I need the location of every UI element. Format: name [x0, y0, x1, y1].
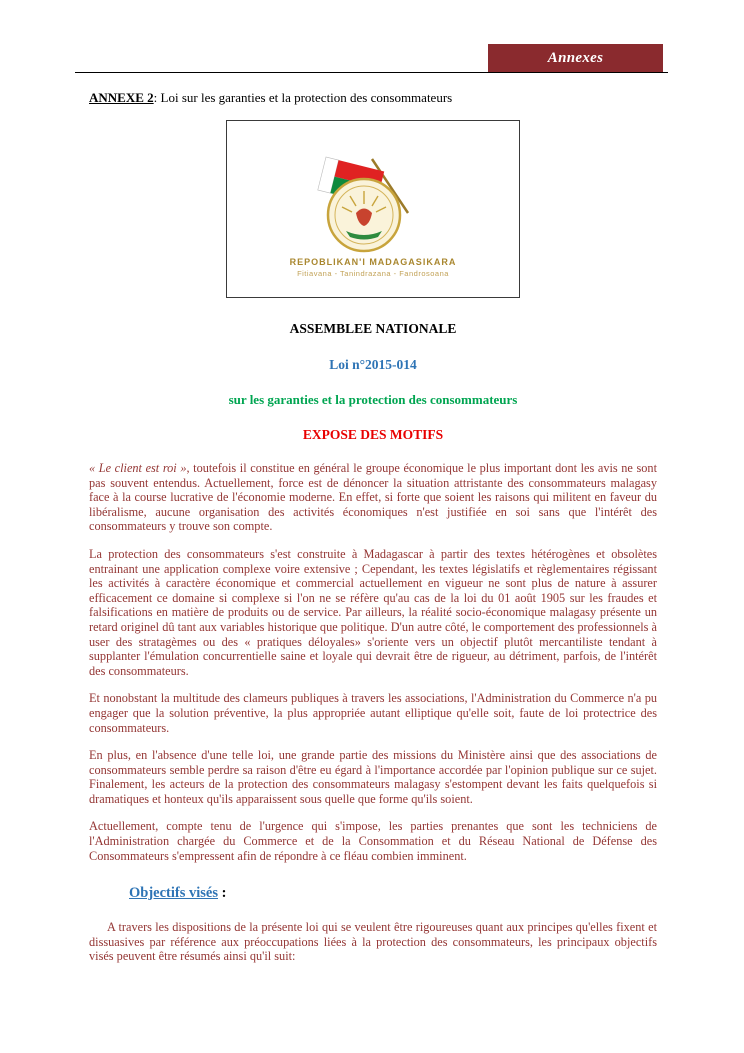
objectifs-vises-heading: [129, 885, 657, 902]
objectifs-vises-label: Objectifs visés: [129, 885, 218, 902]
heading-assemblee-nationale: ASSEMBLEE NATIONALE: [289, 321, 457, 336]
paragraph-1-text: , toutefois il constitue en général le groupe économique le plus important dont les avis ne sont pas souvent entendus. Actuellement, force est de dénoncer la situation attristante des consommateurs malagasy face à la course lucrative de l'économie moderne. En effet, si forte que soient les raisons qui militent en faveur du libéralisme, aucune organisation des activités économiques n'est justifiée en soi sans que l'intérêt des consommateurs y trouve son compte.: [89, 461, 657, 534]
annexe-title-number: ANNEXE 2: [89, 90, 154, 105]
body-paragraph-2: La protection des consommateurs s'est construite à Madagascar à partir des textes hétérogènes et obsolètes entrainant une application complexe voire extensive ; Cependant, les textes législatifs et règlementaires régissant les activités à caractère économique et commercial actuellement en vigueur ne sont plus de nature à assurer efficacement ce domaine si complexe si l'on ne se réfère qu'au cas de la loi du 01 août 1905 sur les fraudes et falsifications en matière de produits ou de service. Par ailleurs, la réalité socio-économique malagasy présente un retard originel dû tant aux variables historique que politique. D'un autre côté, le comportement des professionnels à user des stratagèmes ou des « pratiques déloyales» s'oriente vers un objectif plutôt mercantiliste tendant à supplanter l'émulation concurrentielle saine et loyale qui devrait être de rigueur, au détriment, parfois, de l'intérêt des consommateurs.: [89, 546, 657, 678]
paragraph-1-italic-lead: « Le client est roi »: [89, 461, 187, 475]
annexes-header-badge: [488, 44, 663, 72]
emblem-frame: [226, 120, 520, 298]
annexes-label: Annexes: [547, 49, 604, 66]
heading-loi-number: Loi n°2015-014: [329, 357, 417, 372]
body-paragraph-6: A travers les dispositions de la présente loi qui se veulent être rigoureuses quant aux principes qu'elles fixent et dissuasives par référence aux préoccupations liées à la protection des consommateurs, les principaux objectifs visés peuvent être résumés ainsi qu'il suit:: [89, 920, 657, 964]
body-paragraph-1: [89, 461, 657, 534]
document-content: [89, 90, 657, 964]
emblem-country-label: REPOBLIKAN'I MADAGASIKARA: [289, 257, 457, 267]
body-paragraph-5: Actuellement, compte tenu de l'urgence qui s'impose, les parties prenantes que sont les techniciens de l'Administration chargée du Commerce et de la Consommation et du Réseau National de Défense des Consommateurs s'empressent afin de répondre à ce fléau combien imminent.: [89, 819, 657, 863]
body-paragraph-3: Et nonobstant la multitude des clameurs publiques à travers les associations, l'Administration du Commerce n'a pu engager que la solution préventive, la plus appropriée autant elliptique qu'elle soit, faute de loi protectrice des consommateurs.: [89, 691, 657, 735]
heading-expose-des-motifs: EXPOSE DES MOTIFS: [302, 427, 444, 442]
heading-loi-subject: sur les garanties et la protection des consommateurs: [228, 392, 518, 407]
objectifs-vises-colon: :: [218, 885, 227, 902]
annexe-title-text: : Loi sur les garanties et la protection des consommateurs: [153, 90, 453, 105]
body-paragraph-4: En plus, en l'absence d'une telle loi, une grande partie des missions du Ministère ainsi que des associations de consommateurs semble perdre sa raison d'être eu égard à l'importance accordée par l'opinion publique sur ce sujet. Finalement, les acteurs de la protection des consommateurs malagasy s'estompent devant les faits quelquefois si dramatiques et honteux qu'ils apparaissent sous quelle que forme qu'ils soient.: [89, 748, 657, 806]
emblem-motto-label: Fitiavana - Tanindrazana - Fandrosoana: [297, 269, 449, 278]
header-rule: [75, 72, 668, 73]
madagascar-emblem-image: [268, 155, 478, 255]
annexe-title: [89, 90, 657, 106]
